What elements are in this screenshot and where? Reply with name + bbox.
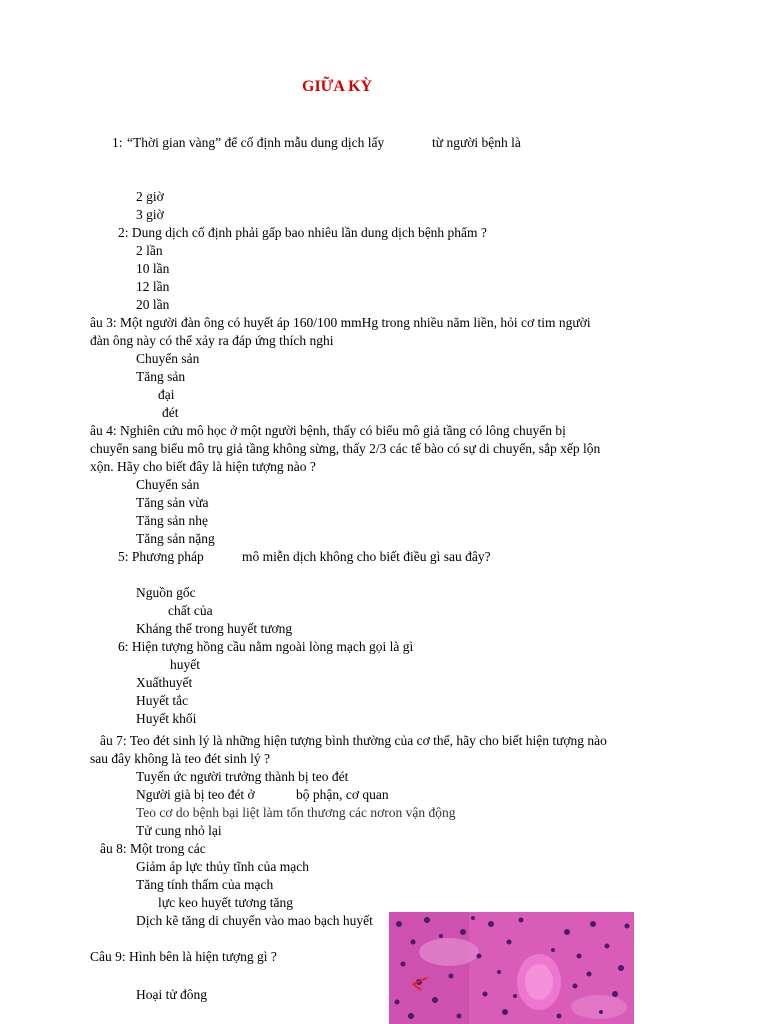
question-4-option: Tăng sản nặng — [136, 531, 215, 546]
question-2-option: 12 lần — [136, 279, 170, 294]
question-6-option: huyết — [170, 657, 200, 672]
question-1-text-b: từ người bệnh là — [432, 135, 521, 150]
question-8-option: Tăng tính thấm của mạch — [136, 877, 274, 892]
question-7-option: bộ phận, cơ quan — [296, 787, 389, 802]
histology-image — [389, 912, 634, 1024]
question-9-option: Hoại tử đông — [136, 987, 208, 1002]
question-1-option: 3 giờ — [136, 207, 164, 222]
question-1-text-a: “Thời gian vàng” để cố định mẫu dung dịch lấy — [127, 135, 385, 150]
question-5-text-b: mô miễn dịch không cho biết điều gì sau đây? — [242, 549, 491, 564]
question-4-option: Tăng sản vừa — [136, 495, 209, 510]
question-2-option: 2 lần — [136, 243, 163, 258]
question-3-option: đét — [162, 405, 179, 420]
question-8-option: Dịch kẽ tăng di chuyển vào mao bạch huyết — [136, 913, 373, 928]
question-8-option: Giảm áp lực thủy tĩnh của mạch — [136, 859, 310, 874]
question-3-option: Tăng sản — [136, 369, 186, 384]
question-7-option: Tử cung nhỏ lại — [136, 823, 222, 838]
question-4-text-line2: chuyển sang biểu mô trụ giả tầng không sừng, thấy 2/3 các tế bào có sự di chuyển, sắp xếp lộn — [90, 441, 601, 456]
question-2-option: 10 lần — [136, 261, 170, 276]
question-8-text: âu 8: Một trong các — [100, 841, 206, 856]
question-4-option: Tăng sản nhẹ — [136, 513, 208, 528]
question-6-option: Huyết tắc — [136, 693, 189, 708]
question-6-option: Xuấthuyết — [136, 675, 193, 690]
question-7-option: Tuyến ức người trưởng thành bị teo đét — [136, 769, 349, 784]
question-7-option: Người già bị teo đét ở — [136, 787, 255, 802]
question-6-option: Huyết khối — [136, 711, 197, 726]
question-3-text-line1: âu 3: Một người đàn ông có huyết áp 160/100 mmHg trong nhiều năm liền, hỏi cơ tim người — [90, 315, 591, 330]
question-3-option: Chuyển sản — [136, 351, 200, 366]
question-6-text: 6: Hiện tượng hồng cầu nằm ngoài lòng mạch gọi là gì — [118, 639, 414, 654]
question-4-option: Chuyển sản — [136, 477, 200, 492]
question-5-option: Nguồn gốc — [136, 585, 196, 600]
question-5-option: Kháng thể trong huyết tương — [136, 621, 293, 636]
question-4-text-line1: âu 4: Nghiên cứu mô học ở một người bệnh, thấy có biểu mô giả tầng có lông chuyển bị — [90, 423, 566, 438]
question-5-text-a: 5: Phương pháp — [118, 549, 204, 564]
question-7-text-line1: âu 7: Teo đét sinh lý là những hiện tượng bình thường của cơ thể, hãy cho biết hiện tượng nào — [100, 733, 607, 748]
question-7-option: Teo cơ do bệnh bại liệt làm tổn thương các nơron vận động — [136, 805, 456, 820]
question-3-text-line2: đàn ông này có thể xảy ra đáp ứng thích nghi — [90, 333, 334, 348]
question-1-option: 2 giờ — [136, 189, 164, 204]
question-4-text-line3: xộn. Hãy cho biết đây là hiện tượng nào ? — [90, 459, 316, 474]
question-9-text: Câu 9: Hình bên là hiện tượng gì ? — [90, 949, 277, 964]
question-3-option: đại — [158, 387, 175, 402]
question-1-number: 1: — [112, 135, 123, 150]
question-8-option: lực keo huyết tương tăng — [158, 895, 293, 910]
question-7-text-line2: sau đây không là teo đét sinh lý ? — [90, 751, 270, 766]
question-5-option: chất của — [168, 603, 213, 618]
page-title: GIỮA KỲ — [302, 78, 373, 95]
question-2-text: 2: Dung dịch cố định phải gấp bao nhiêu lần dung dịch bệnh phẩm ? — [118, 225, 487, 240]
question-2-option: 20 lần — [136, 297, 170, 312]
